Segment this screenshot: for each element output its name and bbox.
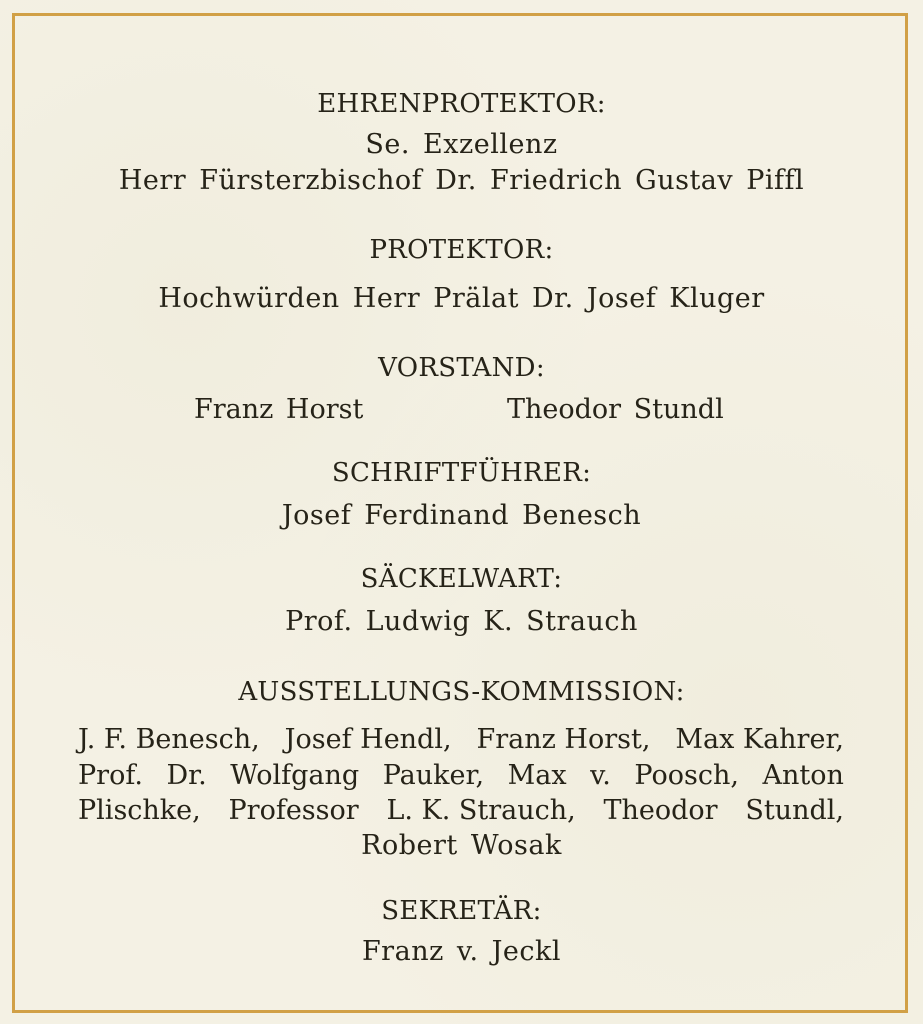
- kommission-word: v.: [590, 760, 611, 791]
- heading-vorstand: VORSTAND:: [378, 353, 545, 383]
- kommission-word: Theodor: [603, 795, 718, 826]
- heading-schriftfuehrer: SCHRIFTFÜHRER:: [331, 458, 592, 488]
- kommission-word: Franz Horst,: [476, 724, 651, 755]
- kommission-word: Poosch,: [634, 760, 739, 791]
- kommission-line-3: [78, 794, 844, 828]
- heading-sekretaer: SEKRETÄR:: [381, 896, 542, 926]
- ehrenprotektor-line-2: Herr Fürsterzbischof Dr. Friedrich Gustav Piffl: [118, 165, 805, 196]
- protektor-line-1: Hochwürden Herr Prälat Dr. Josef Kluger: [158, 283, 765, 314]
- kommission-line-4: Robert Wosak: [361, 830, 562, 861]
- heading-saeckelwart: SÄCKELWART:: [360, 564, 563, 594]
- kommission-line-1: [78, 723, 844, 757]
- vorstand-name-2: Theodor Stundl: [507, 394, 724, 425]
- ehrenprotektor-line-1: Se. Exzellenz: [365, 129, 558, 160]
- kommission-line-2: [78, 759, 844, 793]
- heading-protektor: PROTEKTOR:: [369, 235, 554, 265]
- kommission-word: Prof.: [78, 760, 143, 791]
- kommission-word: J. F. Benesch,: [78, 724, 260, 755]
- sekretaer-line-1: Franz v. Jeckl: [361, 936, 562, 967]
- kommission-word: Professor: [228, 795, 359, 826]
- heading-ausstellungskommission: AUSSTELLUNGS-KOMMISSION:: [238, 677, 685, 707]
- kommission-word: Josef Hendl,: [284, 724, 452, 755]
- heading-ehrenprotektor: EHRENPROTEKTOR:: [317, 89, 606, 119]
- schriftfuehrer-line-1: Josef Ferdinand Benesch: [281, 500, 642, 531]
- kommission-word: Plischke,: [78, 795, 201, 826]
- kommission-word: Anton: [762, 760, 844, 791]
- kommission-word: Wolfgang: [230, 760, 360, 791]
- kommission-word: Max Kahrer,: [675, 724, 844, 755]
- kommission-word: Dr.: [166, 760, 207, 791]
- saeckelwart-line-1: Prof. Ludwig K. Strauch: [285, 606, 638, 637]
- vorstand-name-1: Franz Horst: [194, 394, 364, 425]
- kommission-word: L. K. Strauch,: [386, 795, 576, 826]
- kommission-word: Pauker,: [382, 760, 485, 791]
- kommission-word: Max: [507, 760, 567, 791]
- kommission-word: Stundl,: [745, 795, 844, 826]
